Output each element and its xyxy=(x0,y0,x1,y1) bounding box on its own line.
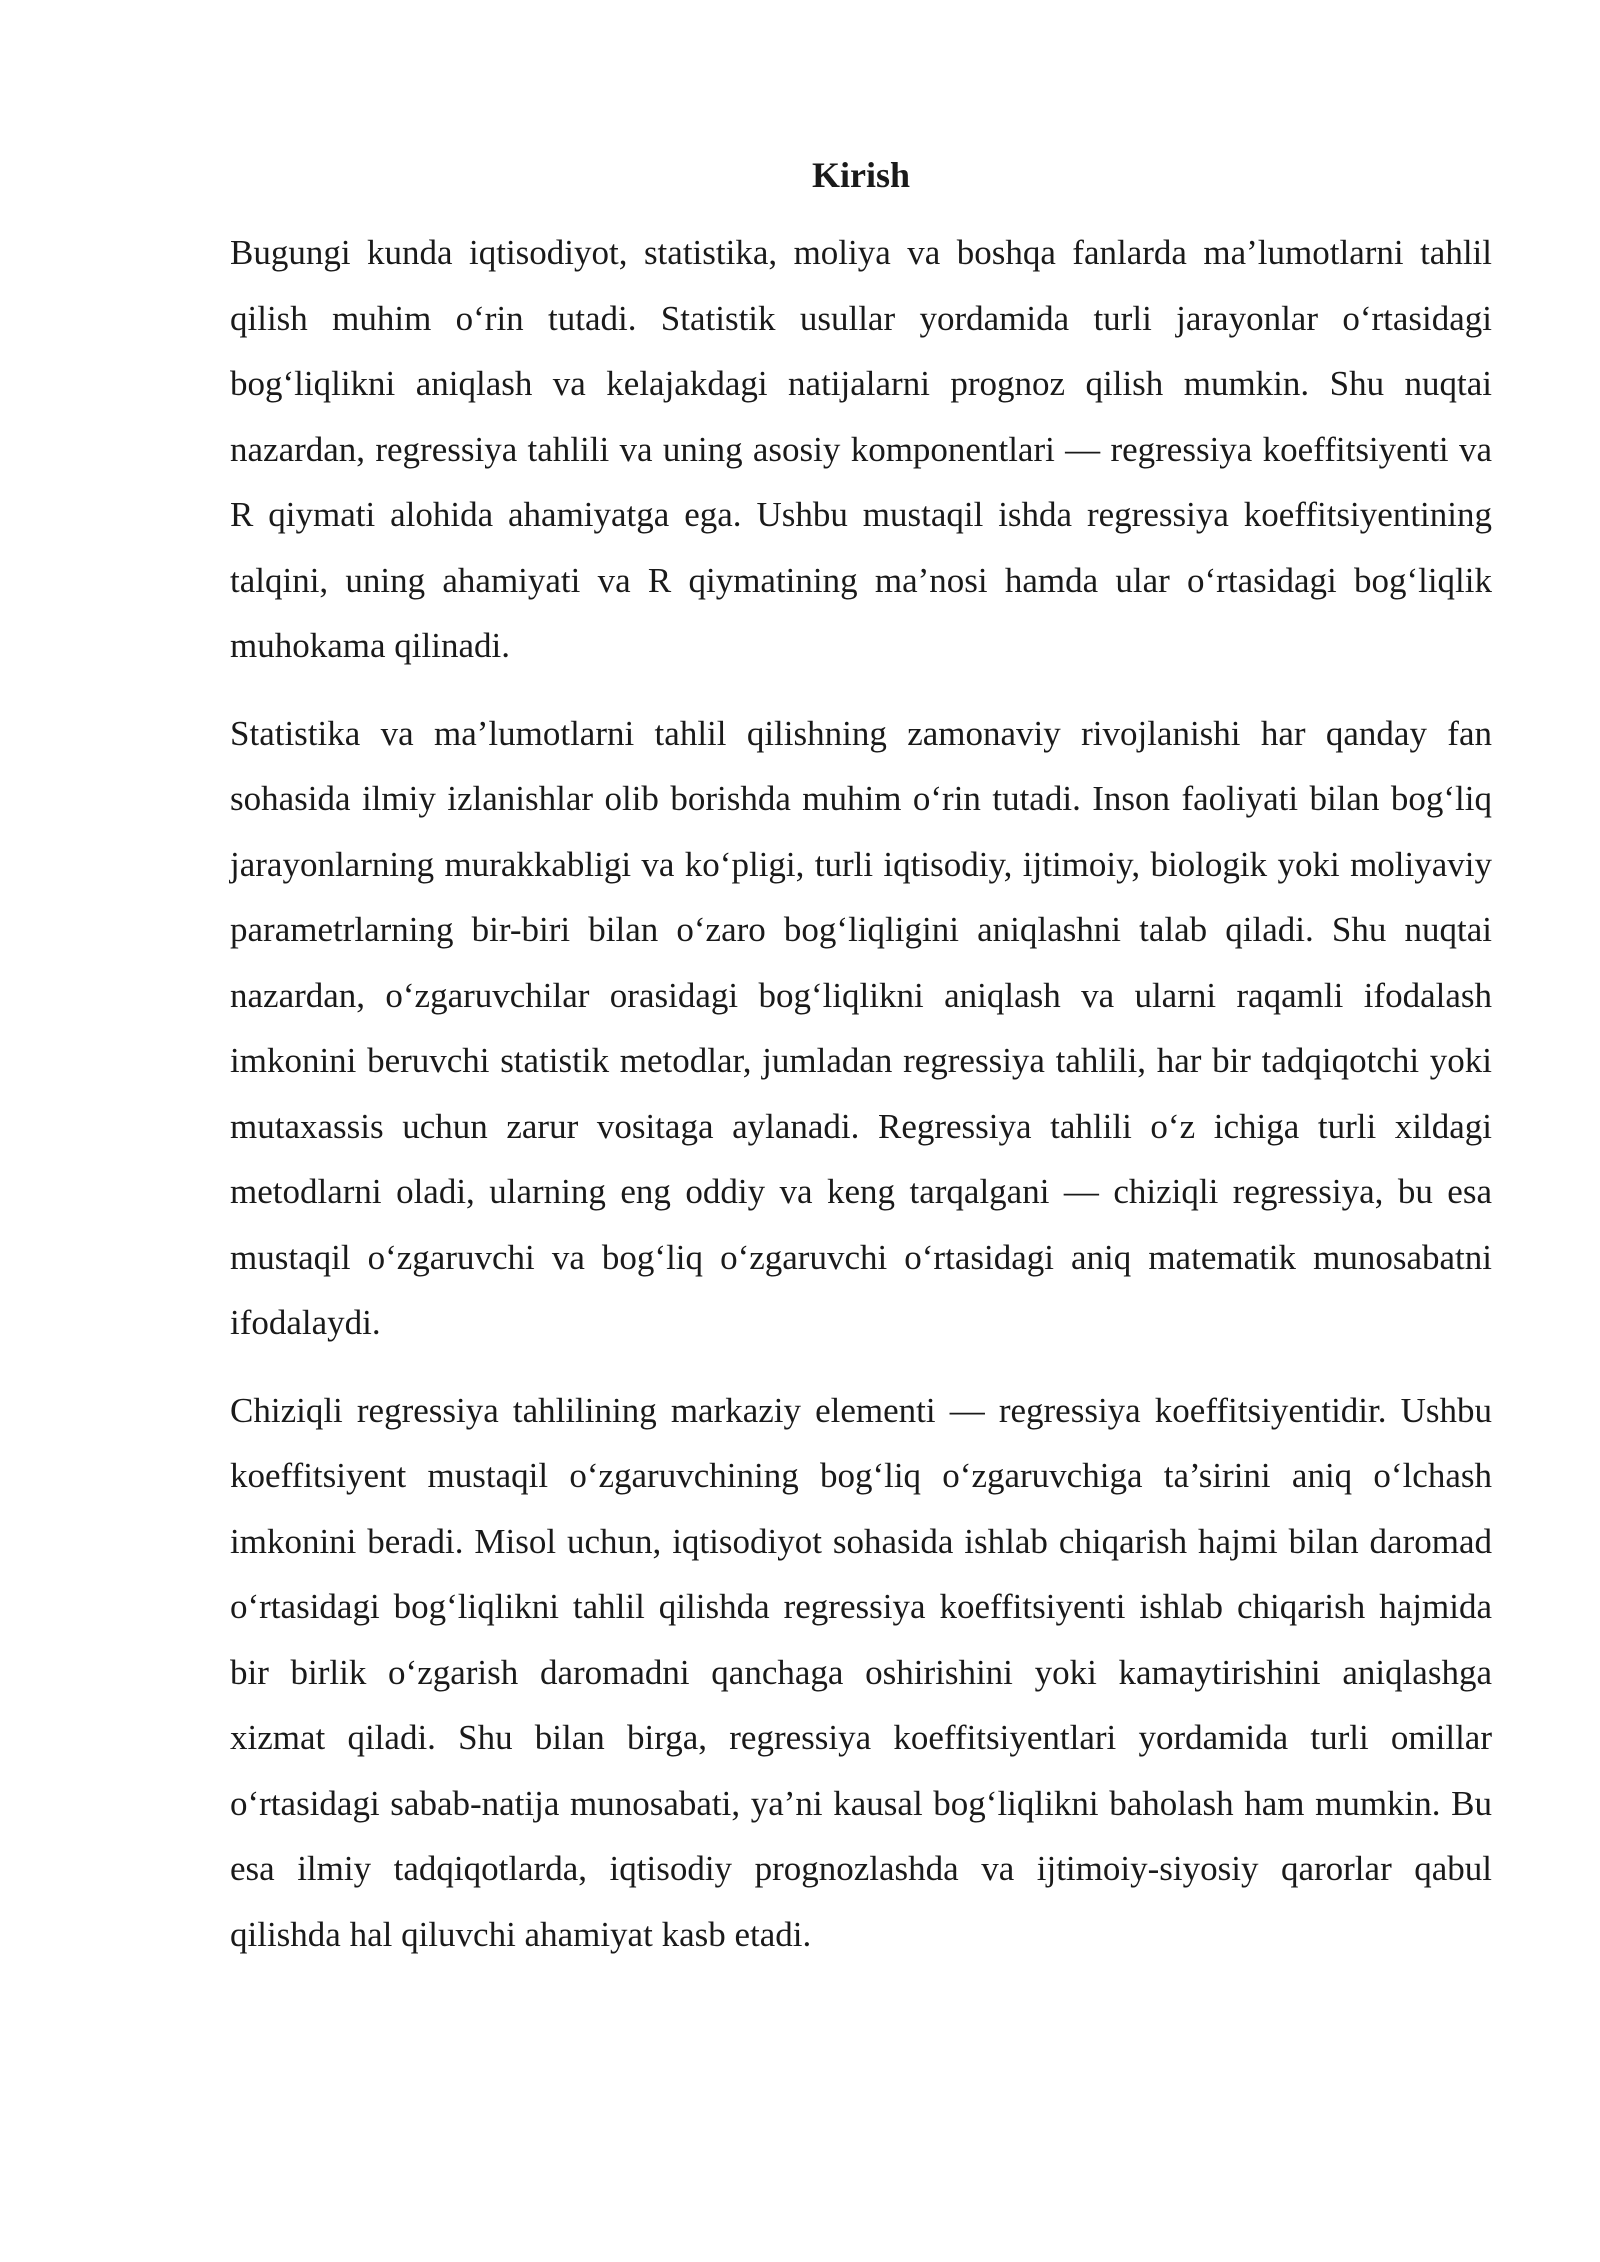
document-body xyxy=(230,150,1492,1989)
document-title: Kirish xyxy=(811,155,910,195)
paragraph-2: Statistika va ma’lumotlarni tahlil qilishning zamonaviy rivojlanishi har qanday fan sohasida ilmiy izlanishlar olib borishda muhim o‘rin tutadi. Inson faoliyati bilan bog‘liq jarayonlarning murakkabligi va ko‘pligi, turli iqtisodiy, ijtimoiy, biologik yoki moliyaviy parametrlarning bir-biri bilan o‘zaro bog‘liqligini aniqlashni talab qiladi. Shu nuqtai nazardan, o‘zgaruvchilar orasidagi bog‘liqlikni aniqlash va ularni raqamli ifodalash imkonini beruvchi statistik metodlar, jumladan regressiya tahlili, har bir tadqiqotchi yoki mutaxassis uchun zarur vositaga aylanadi. Regressiya tahlili o‘z ichiga turli xildagi metodlarni oladi, ularning eng oddiy va keng tarqalgani — chiziqli regressiya, bu esa mustaqil o‘zgaruvchi va bog‘liq o‘zgaruvchi o‘rtasidagi aniq matematik munosabatni ifodalaydi. xyxy=(230,713,1492,1342)
paragraph-3: Chiziqli regressiya tahlilining markaziy elementi — regressiya koeffitsiyentidir. Ushbu koeffitsiyent mustaqil o‘zgaruvchining bog‘liq o‘zgaruvchiga ta’sirini aniq o‘lchash imkonini beradi. Misol uchun, iqtisodiyot sohasida ishlab chiqarish hajmi bilan daromad o‘rtasidagi bog‘liqlikni tahlil qilishda regressiya koeffitsiyenti ishlab chiqarish hajmida bir birlik o‘zgarish daromadni qanchaga oshirishini yoki kamaytirishini aniqlashga xizmat qiladi. Shu bilan birga, regressiya koeffitsiyentlari yordamida turli omillar o‘rtasidagi sabab-natija munosabati, ya’ni kausal bog‘liqlikni baholash ham mumkin. Bu esa ilmiy tadqiqotlarda, iqtisodiy prognozlashda va ijtimoiy-siyosiy qarorlar qabul qilishda hal qiluvchi ahamiyat kasb etadi. xyxy=(230,1390,1492,1954)
paragraph-1: Bugungi kunda iqtisodiyot, statistika, moliya va boshqa fanlarda ma’lumotlarni tahlil qilish muhim o‘rin tutadi. Statistik usullar yordamida turli jarayonlar o‘rtasidagi bog‘liqlikni aniqlash va kelajakdagi natijalarni prognoz qilish mumkin. Shu nuqtai nazardan, regressiya tahlili va uning asosiy komponentlari — regressiya koeffitsiyenti va R qiymati alohida ahamiyatga ega. Ushbu mustaqil ishda regressiya koeffitsiyentining talqini, uning ahamiyati va R qiymatining ma’nosi hamda ular o‘rtasidagi bog‘liqlik muhokama qilinadi. xyxy=(230,233,1492,665)
